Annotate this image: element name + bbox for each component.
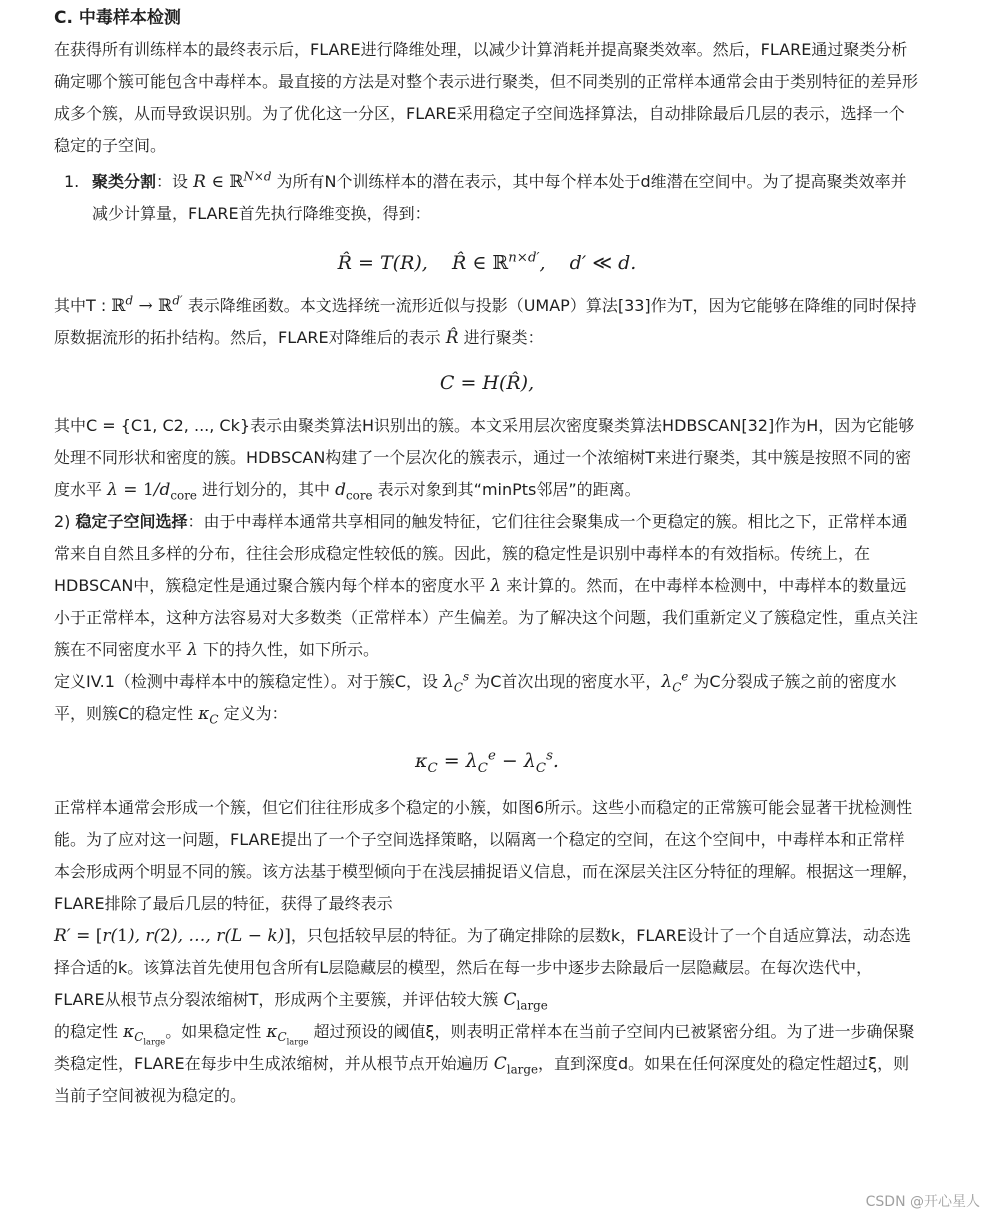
text: 的稳定性 (54, 1022, 124, 1041)
math-C-large: $C_{large}$ (493, 1054, 538, 1077)
text: 定义为： (218, 704, 288, 723)
text: 超过预设的阈值ξ，则表明正常样本在当前子空间内已被紧密分组。为了进一步确保聚类稳定性，FLARE在每步中生成浓缩树，并从根节点开始遍历 (54, 1022, 915, 1073)
math-kappa-large: $\kappa_{C_{large}}$ (123, 1022, 166, 1047)
math-kappa: $\kappa_C$ (198, 704, 219, 727)
text: 来计算的。然而，在中毒样本检测中，中毒样本的数量远小于正常样本，这种方法容易对大多数类（正常样本）产生偏差。为了解决这个问题，我们重新定义了簇稳定性，重点关注簇在不同密度水平 (54, 576, 919, 659)
text: ，直到深度d。如果在任何深度处的稳定性超过ξ，则当前子空间被视为稳定的。 (54, 1054, 910, 1105)
watermark: CSDN @开心星人 (865, 1194, 980, 1210)
list-number: 2) (54, 512, 71, 531)
text: 表示降维函数。本文选择统一流形近似与投影（UMAP）算法[33]作为T，因为它能够在降维的同时保持原数据流形的拓扑结构。然后，FLARE对降维后的表示 (54, 296, 917, 347)
text: 其中T : (54, 296, 112, 315)
text: 为C分裂成子簇之前的密度水平，则簇C的稳定性 (54, 672, 897, 723)
list-item-stable-subspace (54, 506, 920, 666)
text: 其中C = {C1, C2, ..., Ck}表示由聚类算法H识别出的簇。本文采用层次密度聚类算法HDBSCAN[32]作为H，因为它能够处理不同形状和密度的簇。HDBSCAN构建了一个层次化的簇表示，通过一个浓缩树T来进行聚类，其中簇是按照不同的密度水平 (54, 416, 915, 499)
section-heading: C. 中毒样本检测 (54, 8, 181, 28)
paragraph-umap (54, 290, 920, 354)
text: 。如果稳定性 (165, 1022, 267, 1041)
text: 定义IV.1（检测中毒样本中的簇稳定性）。对于簇C，设 (54, 672, 444, 691)
math-lambda-e: $\lambda_C^e$ (661, 669, 689, 695)
item1-text: 为所有N个训练样本的潜在表示，其中每个样本处于d维潜在空间中。为了提高聚类效率并减少计算量，FLARE首先执行降维变换，得到： (92, 172, 907, 223)
term-stable-subspace: 稳定子空间选择 (75, 512, 188, 531)
text: 表示对象到其“minPts邻居”的距离。 (372, 480, 641, 499)
text: 进行聚类： (458, 328, 544, 347)
equation-dimension-reduction: R̂ = T(R), R̂ ∈ ℝ$^{n\times d'}$, d′ ≪ d. (337, 250, 637, 274)
term-clustering: 聚类分割 (92, 172, 157, 191)
paragraph-hdbscan (54, 410, 920, 506)
text: 为C首次出现的密度水平， (469, 672, 662, 691)
colon: ：设 (156, 172, 194, 191)
math-mapping: ℝ$^d$ → ℝ$^{d'}$ (111, 293, 183, 316)
math-C-large: $C_{large}$ (503, 990, 548, 1013)
math-R-hat: R̂ (445, 328, 459, 348)
math-lambda: λ (490, 576, 502, 596)
math-lambda: λ (187, 640, 198, 660)
math-lambda-s: $\lambda_C^s$ (443, 669, 470, 695)
text: 下的持久性，如下所示。 (197, 640, 379, 659)
text: 正常样本通常会形成一个簇，但它们往往形成多个稳定的小簇，如图6所示。这些小而稳定的正常簇可能会显著干扰检测性能。为了应对这一问题，FLARE提出了一个子空间选择策略，以隔离一个稳定的空间，在这个空间中，中毒样本和正常样本会形成两个明显不同的簇。该方法基于模型倾向于在浅层捕捉语义信息，而在深层关注区分特征的理解。根据这一理解，FLARE排除了最后几层的特征，获得了最终表示 (54, 798, 919, 913)
list-item-clustering (54, 166, 920, 230)
math-lambda-def: $\lambda = 1/d_{core}$ (107, 480, 197, 503)
list-number: 1. (64, 172, 80, 191)
math-dcore: $d_{core}$ (335, 480, 373, 503)
text: 进行划分的，其中 (196, 480, 336, 499)
text: ：由于中毒样本通常共享相同的触发特征，它们往往会聚集成一个更稳定的簇。相比之下，正常样本通常来自自然且多样的分布，往往会形成稳定性较低的簇。因此，簇的稳定性是识别中毒样本的有效指标。传统上，在HDBSCAN中，簇稳定性是通过聚合簇内每个样本的密度水平 (54, 512, 908, 595)
math-R-prime: R′ = [r(1), r(2), …, r(L − k)] (54, 926, 291, 946)
math-R-in-space: R ∈ ℝ$^{N\times d}$ (193, 169, 272, 192)
intro-paragraph: 在获得所有训练样本的最终表示后，FLARE进行降维处理，以减少计算消耗并提高聚类效率。然后，FLARE通过聚类分析确定哪个簇可能包含中毒样本。最直接的方法是对整个表示进行聚类，但不同类别的正常样本通常会由于类别特征的差异形成多个簇，从而导致误识别。为了优化这一分区，FLARE采用稳定子空间选择算法，自动排除最后几层的表示，选择一个稳定的子空间。 (54, 40, 919, 155)
final-paragraph (54, 792, 920, 1112)
document-body (54, 4, 920, 1112)
equation-clustering: C = H(R̂), (439, 372, 535, 394)
math-kappa-large: $\kappa_{C_{large}}$ (266, 1022, 309, 1047)
equation-stability: $\kappa_C = \lambda_C^e - \lambda_C^s$. (415, 748, 559, 776)
text: ，只包括较早层的特征。为了确定排除的层数k，FLARE设计了一个自适应算法，动态选择合适的k。该算法首先使用包含所有L层隐藏层的模型，然后在每一步中逐步去除最后一层隐藏层。在每次迭代中，FLARE从根节点分裂浓缩树T，形成两个主要簇，并评估较大簇 (54, 926, 911, 1009)
definition-paragraph (54, 666, 920, 730)
